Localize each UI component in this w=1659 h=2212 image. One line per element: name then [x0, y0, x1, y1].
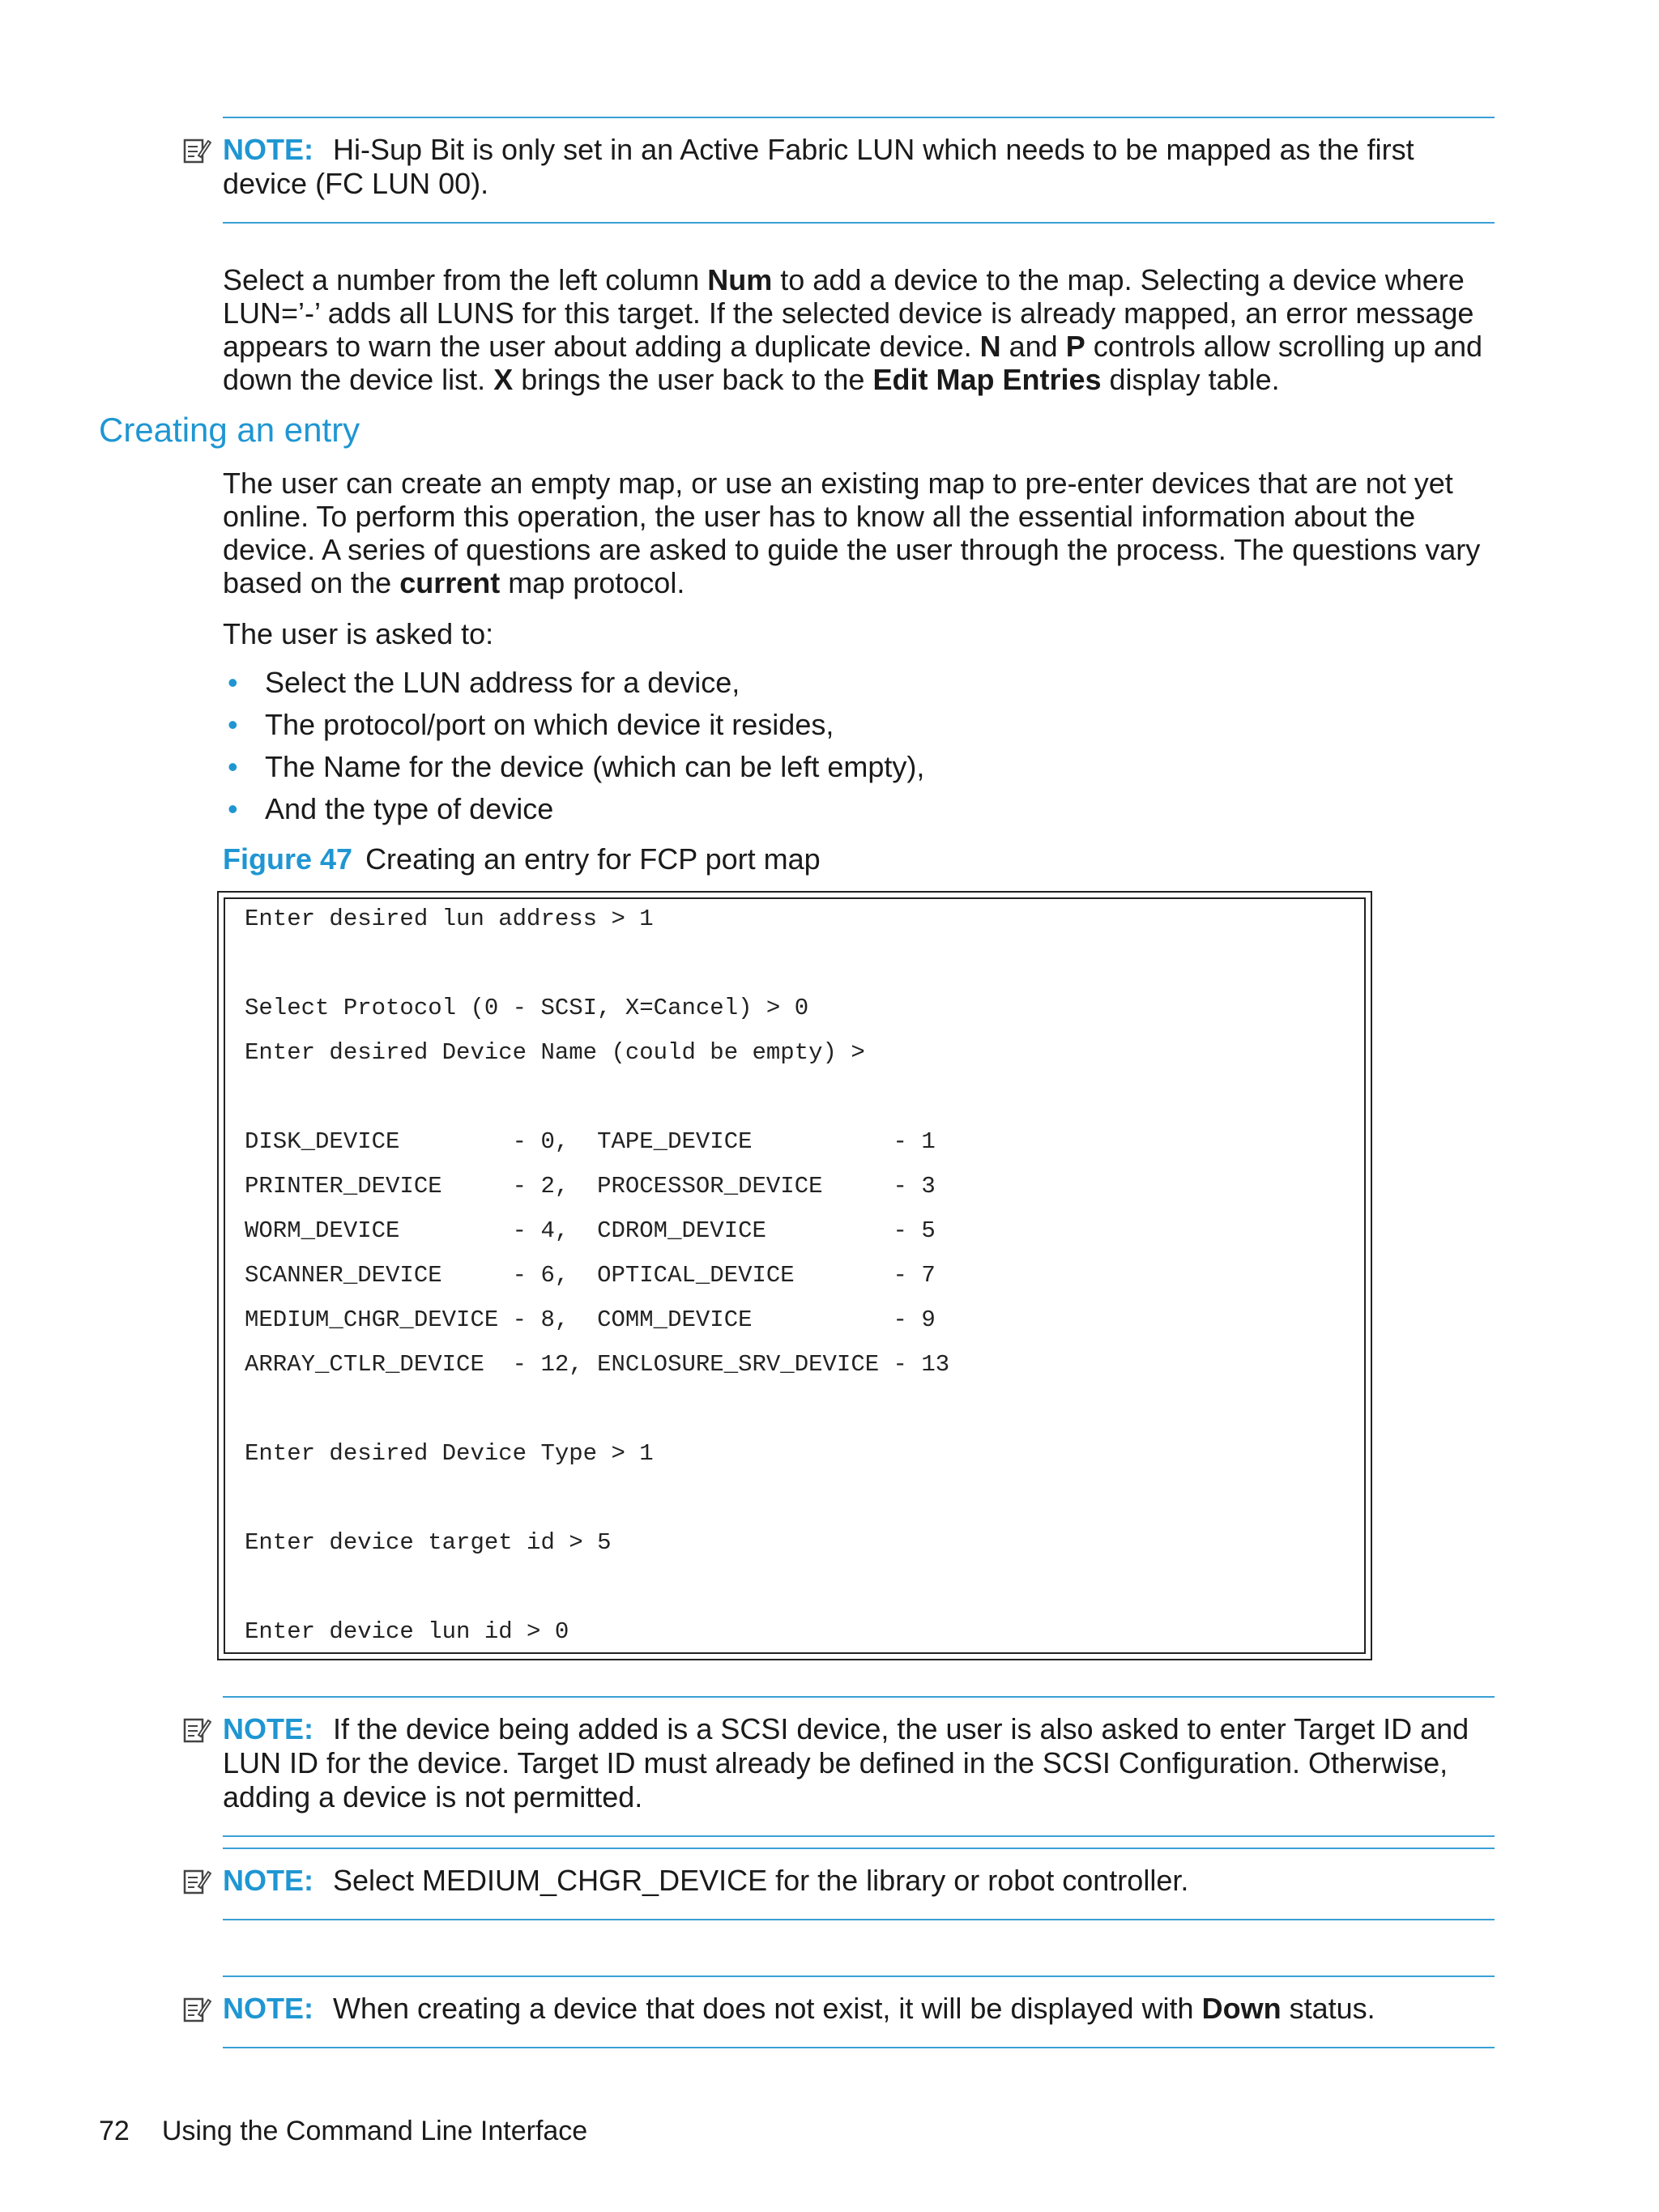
- console-line: DISK_DEVICE - 0, TAPE_DEVICE - 1: [245, 1128, 936, 1155]
- text: map protocol.: [500, 566, 685, 599]
- bold-x: X: [493, 363, 514, 396]
- section-heading: Creating an entry: [99, 411, 360, 449]
- bullet-list: [223, 666, 1495, 834]
- note-scsi-device: [223, 1696, 1495, 1837]
- console-frame: [224, 897, 1366, 1654]
- bullet-icon: •: [228, 666, 238, 699]
- note-label: NOTE:: [223, 1992, 313, 2025]
- console-line: MEDIUM_CHGR_DEVICE - 8, COMM_DEVICE - 9: [245, 1306, 936, 1333]
- page-footer: [99, 2116, 587, 2147]
- list-item: [223, 708, 1495, 750]
- console-line: WORM_DEVICE - 4, CDROM_DEVICE - 5: [245, 1217, 936, 1244]
- text: controls allow scrolling up and down the device list.: [223, 330, 1482, 396]
- paragraph-select-number: [223, 263, 1495, 396]
- figure-caption: [223, 842, 821, 876]
- list-item: [223, 750, 1495, 792]
- note-icon: [182, 1867, 211, 1896]
- console-line: Enter desired Device Name (could be empty) >: [245, 1039, 865, 1066]
- bold-down: Down: [1201, 1992, 1282, 2025]
- note-hi-sup-bit: [223, 117, 1495, 224]
- text: The user can create an empty map, or use an existing map to pre-enter devices that are not yet online. To perform this operation, the user has to know all the essential information about the device. A series of questions are asked to guide the user through the process. The questions vary based on the: [223, 467, 1481, 599]
- text: to add a device to the map. Selecting a device where LUN=’-’ adds all LUNS for this target. If the selected device is already mapped, an error message appears to warn the user about adding a duplicate device.: [223, 263, 1474, 363]
- note-icon: [182, 1995, 211, 2024]
- figure-label: Figure 47: [223, 842, 353, 876]
- note-text: Hi-Sup Bit is only set in an Active Fabric LUN which needs to be mapped as the first device (FC LUN 00).: [223, 133, 1414, 200]
- note-text: When creating a device that does not exist, it will be displayed with: [333, 1992, 1202, 2025]
- note-label: NOTE:: [223, 1864, 313, 1897]
- note-icon: [182, 1715, 211, 1745]
- bold-edit-map-entries: Edit Map Entries: [872, 363, 1102, 396]
- paragraph-user-asked: The user is asked to:: [223, 617, 494, 650]
- console-line: Enter device lun id > 0: [245, 1618, 569, 1645]
- console-line: Enter desired lun address > 1: [245, 906, 654, 932]
- console-line: PRINTER_DEVICE - 2, PROCESSOR_DEVICE - 3: [245, 1173, 936, 1200]
- note-text: Select MEDIUM_CHGR_DEVICE for the library or robot controller.: [333, 1864, 1189, 1897]
- figure-caption-text: Creating an entry for FCP port map: [365, 842, 821, 876]
- bullet-icon: •: [228, 750, 238, 783]
- note-medium-chgr: [223, 1848, 1495, 1920]
- footer-section-title: Using the Command Line Interface: [161, 2116, 588, 2146]
- bold-current: current: [399, 566, 501, 599]
- page-number: 72: [99, 2116, 130, 2146]
- note-icon: [182, 136, 211, 165]
- list-item: [223, 666, 1495, 708]
- bullet-icon: •: [228, 792, 238, 825]
- bold-p: P: [1065, 330, 1085, 363]
- bold-n: N: [979, 330, 1001, 363]
- bullet-icon: •: [228, 708, 238, 741]
- console-line: Enter desired Device Type > 1: [245, 1440, 654, 1467]
- note-text: status.: [1281, 1992, 1375, 2025]
- console-line: Select Protocol (0 - SCSI, X=Cancel) > 0: [245, 995, 809, 1021]
- text: brings the user back to the: [513, 363, 873, 396]
- text: display table.: [1101, 363, 1280, 396]
- list-item-text: The Name for the device (which can be left empty),: [265, 750, 925, 783]
- list-item-text: And the type of device: [265, 792, 554, 825]
- bold-num: Num: [707, 263, 773, 296]
- list-item: [223, 792, 1495, 834]
- list-item-text: Select the LUN address for a device,: [265, 666, 740, 699]
- console-line: SCANNER_DEVICE - 6, OPTICAL_DEVICE - 7: [245, 1262, 936, 1289]
- console-line: Enter device target id > 5: [245, 1529, 612, 1556]
- note-label: NOTE:: [223, 133, 313, 166]
- list-item-text: The protocol/port on which device it resides,: [265, 708, 834, 741]
- note-text: If the device being added is a SCSI device, the user is also asked to enter Target ID and LUN ID for the device. Target ID must already be defined in the SCSI Configuration. Otherwise, adding a device is not permitted.: [223, 1712, 1469, 1813]
- paragraph-create-map: [223, 467, 1495, 599]
- console-line: ARRAY_CTLR_DEVICE - 12, ENCLOSURE_SRV_DEVICE - 13: [245, 1351, 950, 1378]
- note-label: NOTE:: [223, 1712, 313, 1745]
- note-down-status: [223, 1975, 1495, 2048]
- text: and: [1000, 330, 1066, 363]
- console-figure: [217, 891, 1372, 1660]
- text: Select a number from the left column: [223, 263, 708, 296]
